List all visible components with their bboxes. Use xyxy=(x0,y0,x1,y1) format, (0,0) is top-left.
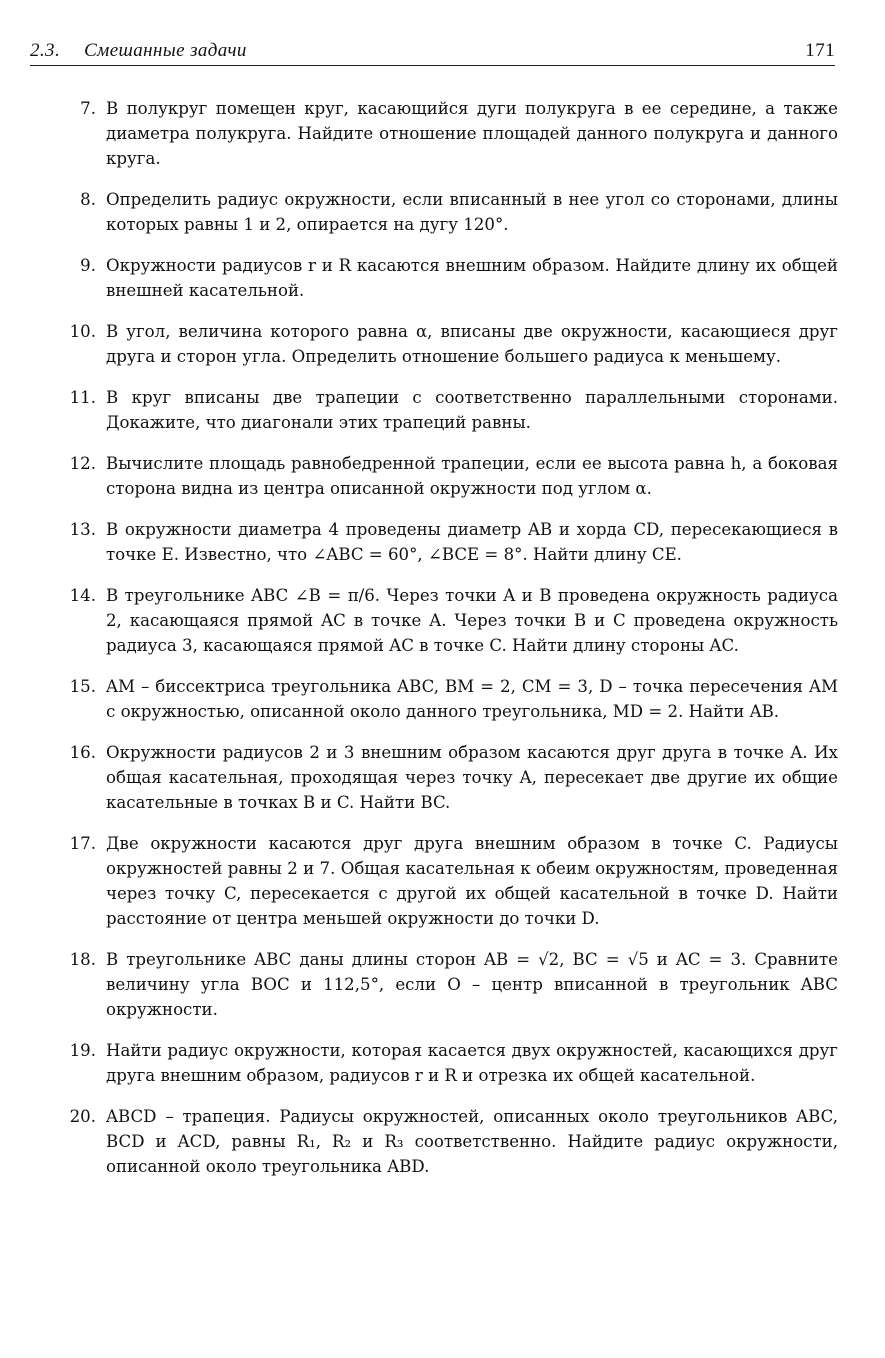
problem-7 xyxy=(68,96,838,171)
running-head xyxy=(30,36,835,62)
problem-text: Вычислите площадь равнобедренной трапеции, если ее высота равна h, а боковая сторона видна из центра описанной окружности под углом α. xyxy=(106,454,838,498)
problem-number: 7. xyxy=(80,99,96,118)
problem-number: 17. xyxy=(69,834,96,853)
problem-8 xyxy=(68,187,838,237)
problem-text: В угол, величина которого равна α, вписаны две окружности, касающиеся друг друга и сторон угла. Определить отношение большего радиуса к меньшему. xyxy=(106,322,838,366)
problem-17 xyxy=(68,831,838,931)
problem-18 xyxy=(68,947,838,1022)
problem-text: Определить радиус окружности, если вписанный в нее угол со сторонами, длины которых равны 1 и 2, опирается на дугу 120°. xyxy=(106,190,838,234)
problem-number: 15. xyxy=(69,677,96,696)
problem-number: 9. xyxy=(80,256,96,275)
problem-number: 16. xyxy=(69,743,96,762)
problem-text: В полукруг помещен круг, касающийся дуги полукруга в ее середине, а также диаметра полукруга. Найдите отношение площадей данного полукруга и данного круга. xyxy=(106,99,838,168)
problem-text: Найти радиус окружности, которая касается двух окружностей, касающихся друг друга внешним образом, радиусов r и R и отрезка их общей касательной. xyxy=(106,1041,838,1085)
problem-text: AM – биссектриса треугольника ABC, BM = 2, CM = 3, D – точка пересечения AM с окружностью, описанной около данного треугольника, MD = 2. Найти AB. xyxy=(106,677,838,721)
problem-number: 18. xyxy=(69,950,96,969)
section-number: 2.3. xyxy=(30,40,61,61)
problem-text: Окружности радиусов 2 и 3 внешним образом касаются друг друга в точке A. Их общая касательная, проходящая через точку A, пересекает две другие их общие касательные в точках B и C. Найти BC. xyxy=(106,743,838,812)
problem-15 xyxy=(68,674,838,724)
problem-text: Окружности радиусов r и R касаются внешним образом. Найдите длину их общей внешней касательной. xyxy=(106,256,838,300)
problem-number: 12. xyxy=(69,454,96,473)
problem-text: В треугольнике ABC даны длины сторон AB = √2, BC = √5 и AC = 3. Сравните величину угла BOC и 112,5°, если O – центр вписанной в треугольник ABC окружности. xyxy=(106,950,838,1019)
problem-text: ABCD – трапеция. Радиусы окружностей, описанных около треугольников ABC, BCD и ACD, равны R₁, R₂ и R₃ соответственно. Найдите радиус окружности, описанной около треугольника ABD. xyxy=(106,1107,838,1176)
problem-11 xyxy=(68,385,838,435)
section-title: Смешанные задачи xyxy=(84,40,247,61)
page-number: 171 xyxy=(805,40,835,61)
problem-19 xyxy=(68,1038,838,1088)
problem-14 xyxy=(68,583,838,658)
problem-number: 14. xyxy=(69,586,96,605)
problem-text: В круг вписаны две трапеции с соответственно параллельными сторонами. Докажите, что диагонали этих трапеций равны. xyxy=(106,388,838,432)
problem-text: Две окружности касаются друг друга внешним образом в точке C. Радиусы окружностей равны 2 и 7. Общая касательная к обеим окружностям, проведенная через точку C, пересекается с другой их общей касательной в точке D. Найти расстояние от центра меньшей окружности до точки D. xyxy=(106,834,838,928)
problem-number: 20. xyxy=(69,1107,96,1126)
problem-number: 11. xyxy=(69,388,96,407)
problem-list xyxy=(68,96,838,1195)
problem-number: 8. xyxy=(80,190,96,209)
problem-13 xyxy=(68,517,838,567)
problem-12 xyxy=(68,451,838,501)
problem-number: 13. xyxy=(69,520,96,539)
problem-text: В окружности диаметра 4 проведены диаметр AB и хорда CD, пересекающиеся в точке E. Известно, что ∠ABC = 60°, ∠BCE = 8°. Найти длину CE. xyxy=(106,520,838,564)
header-rule xyxy=(30,65,835,66)
section-heading xyxy=(30,40,247,62)
problem-16 xyxy=(68,740,838,815)
problem-20 xyxy=(68,1104,838,1179)
problem-number: 19. xyxy=(69,1041,96,1060)
problem-number: 10. xyxy=(69,322,96,341)
problem-text: В треугольнике ABC ∠B = π/6. Через точки A и B проведена окружность радиуса 2, касающаяся прямой AC в точке A. Через точки B и C проведена окружность радиуса 3, касающаяся прямой AC в точке C. Найти длину стороны AC. xyxy=(106,586,838,655)
problem-10 xyxy=(68,319,838,369)
problem-9 xyxy=(68,253,838,303)
